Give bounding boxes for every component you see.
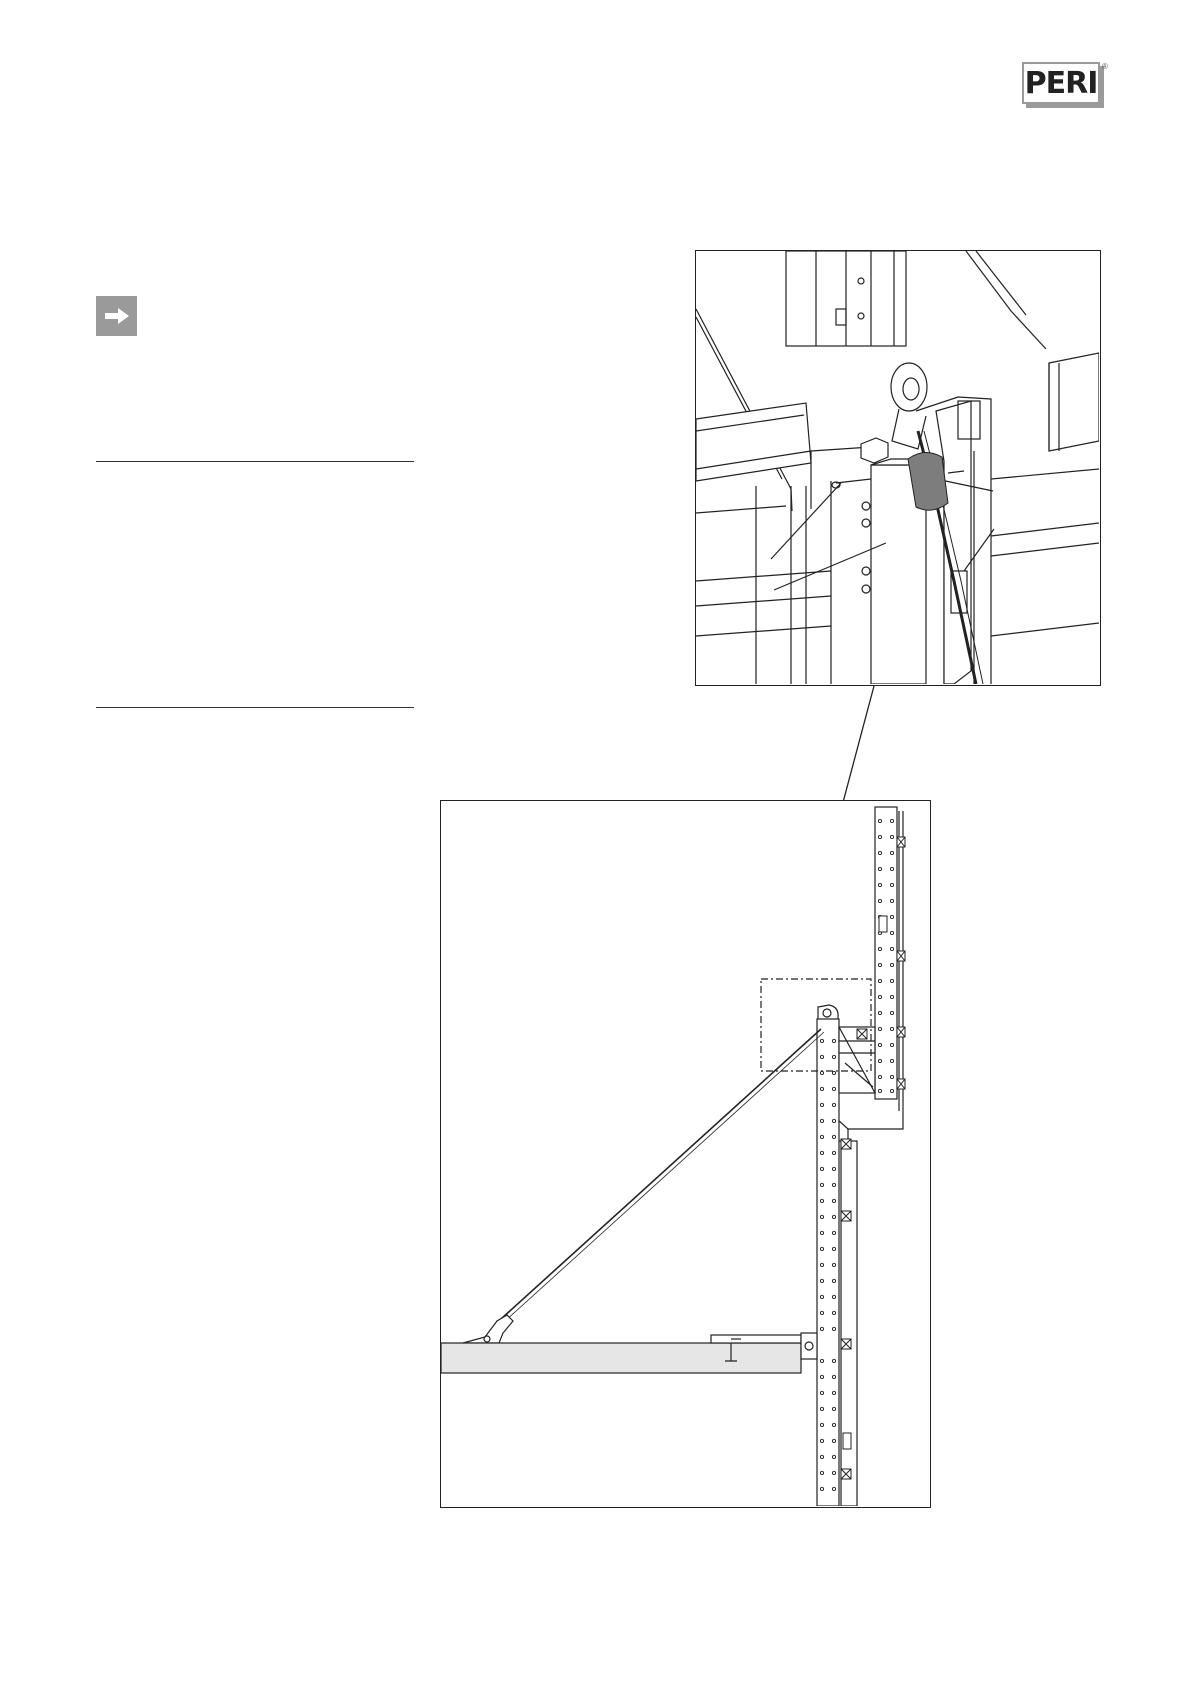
- detail-view-frame: [695, 250, 1101, 686]
- logo-wordmark: PERI: [1022, 62, 1100, 104]
- detail-illustration: [696, 251, 1099, 684]
- logo-registered-mark: ®: [1102, 62, 1108, 71]
- elevation-illustration: [441, 801, 929, 1506]
- main-elevation-frame: [440, 800, 931, 1508]
